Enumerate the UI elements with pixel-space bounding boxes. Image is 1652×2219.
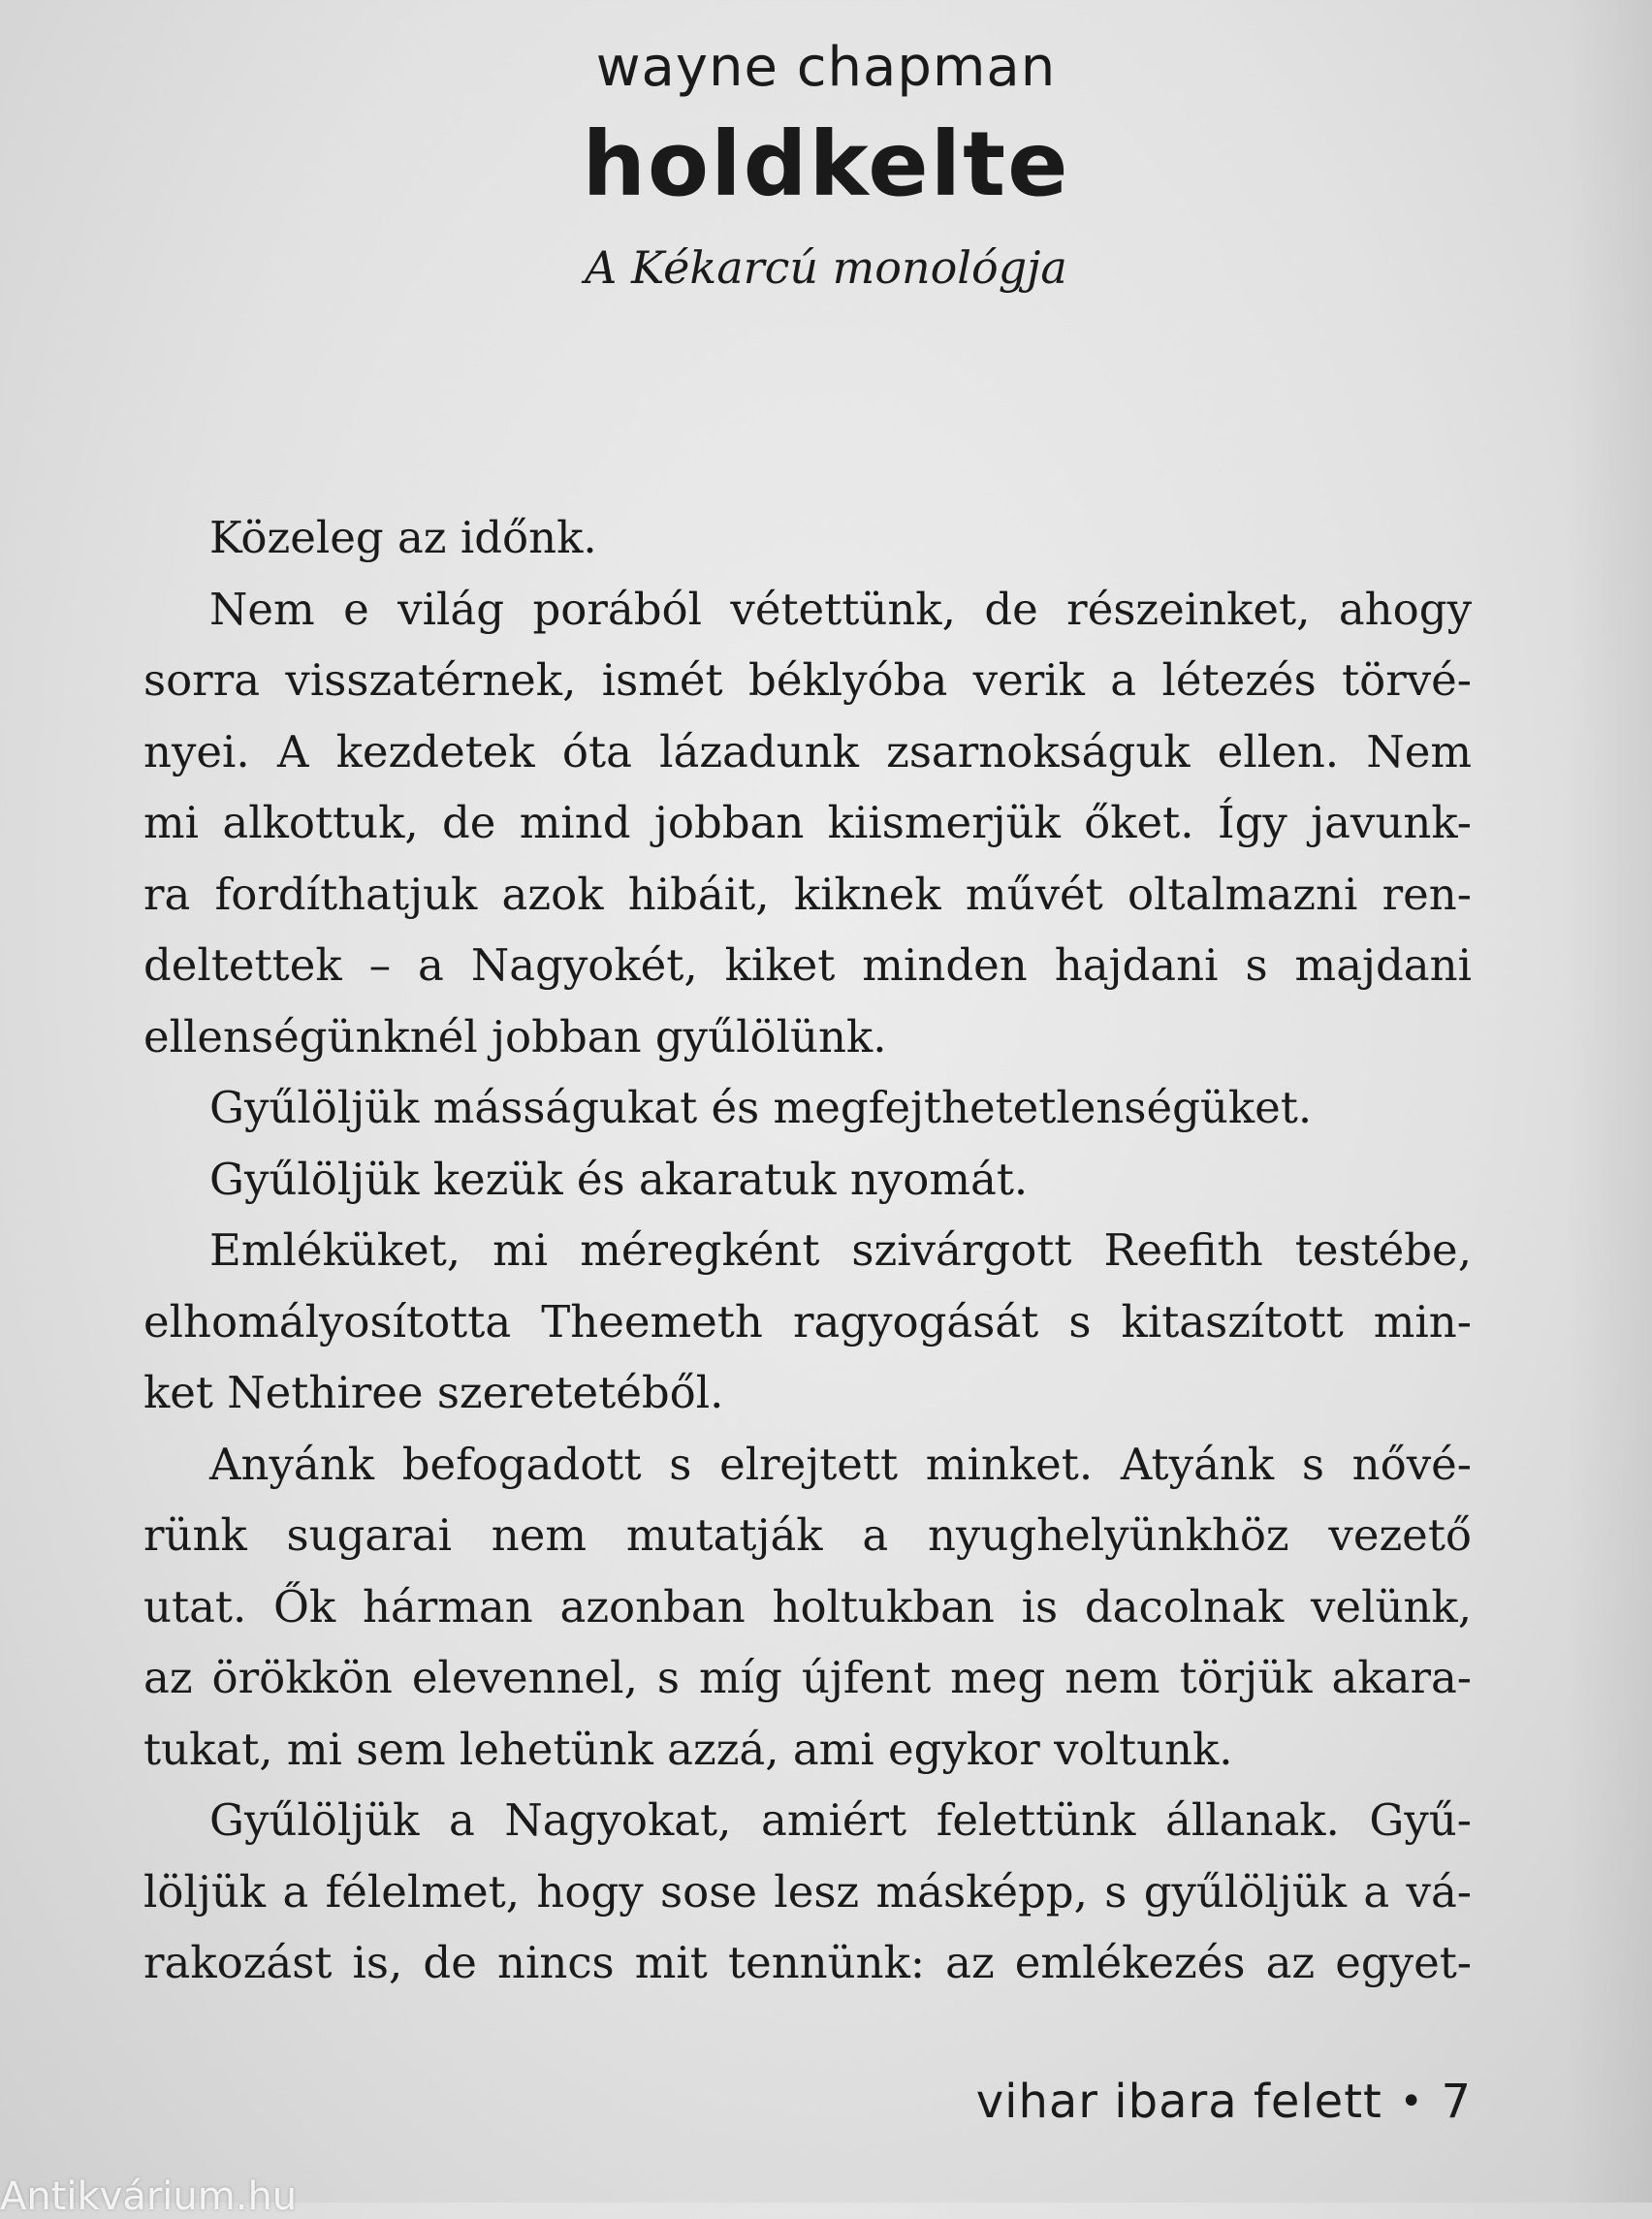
text-line: Nem e világ porából vétettünk, de részeinket, ahogy <box>209 583 1472 635</box>
footer-bullet: • <box>1399 2079 1424 2124</box>
text-line: deltettek – a Nagyokét, kiket minden hajdani s majdani <box>143 939 1472 991</box>
text-line: az örökkön elevennel, s míg újfent meg nem törjük akara- <box>143 1652 1472 1703</box>
text-line: nyei. A kezdetek óta lázadunk zsarnokságuk ellen. Nem <box>143 725 1472 777</box>
author-name: wayne chapman <box>595 36 1057 99</box>
chapter-subtitle: A Kékarcú monológja <box>585 241 1067 294</box>
text-line: Gyűlöljük másságukat és megfejthetetlenségüket. <box>209 1082 1313 1133</box>
text-line: Közeleg az időnk. <box>209 512 597 563</box>
text-line: Gyűlöljük a Nagyokat, amiért felettünk állanak. Gyű- <box>209 1794 1472 1846</box>
page-number: 7 <box>1441 2075 1472 2129</box>
chapter-title: holdkelte <box>582 112 1070 216</box>
text-line: ra fordíthatjuk azok hibáit, kiknek művét oltalmazni ren- <box>143 868 1472 920</box>
text-line: elhomályosította Theemeth ragyogását s kitaszított min- <box>143 1295 1472 1347</box>
running-footer <box>976 2075 1472 2129</box>
chapter-header <box>0 29 1652 297</box>
watermark: Antikvárium.hu <box>0 2174 298 2219</box>
text-line: Anyánk befogadott s elrejtett minket. Atyánk s nővé- <box>209 1438 1472 1490</box>
page-shadow <box>1565 0 1652 2203</box>
text-line: sorra visszatérnek, ismét béklyóba verik a létezés törvé- <box>143 654 1472 706</box>
text-line: Emléküket, mi méregként szivárgott Reefith testébe, <box>209 1224 1472 1276</box>
footer-book-title: vihar ibara felett <box>975 2075 1382 2129</box>
text-line: tukat, mi sem lehetünk azzá, ami egykor voltunk. <box>143 1723 1233 1775</box>
text-line: rünk sugarai nem mutatják a nyughelyünkhöz vezető <box>143 1509 1472 1561</box>
text-line: ellenségünknél jobban gyűlölünk. <box>143 1010 887 1062</box>
text-line: löljük a félelmet, hogy sose lesz másképp, s gyűlöljük a vá- <box>143 1865 1472 1918</box>
text-line: mi alkottuk, de mind jobban kiismerjük őket. Így javunk- <box>143 797 1472 848</box>
text-line: Gyűlöljük kezük és akaratuk nyomát. <box>209 1153 1029 1205</box>
body-text <box>143 502 1472 1999</box>
text-line: ket Nethiree szeretetéből. <box>143 1367 724 1418</box>
text-line: rakozást is, de nincs mit tennünk: az emlékezés az egyet- <box>143 1937 1472 1988</box>
text-line: utat. Ők hárman azonban holtukban is dacolnak velünk, <box>143 1580 1472 1633</box>
